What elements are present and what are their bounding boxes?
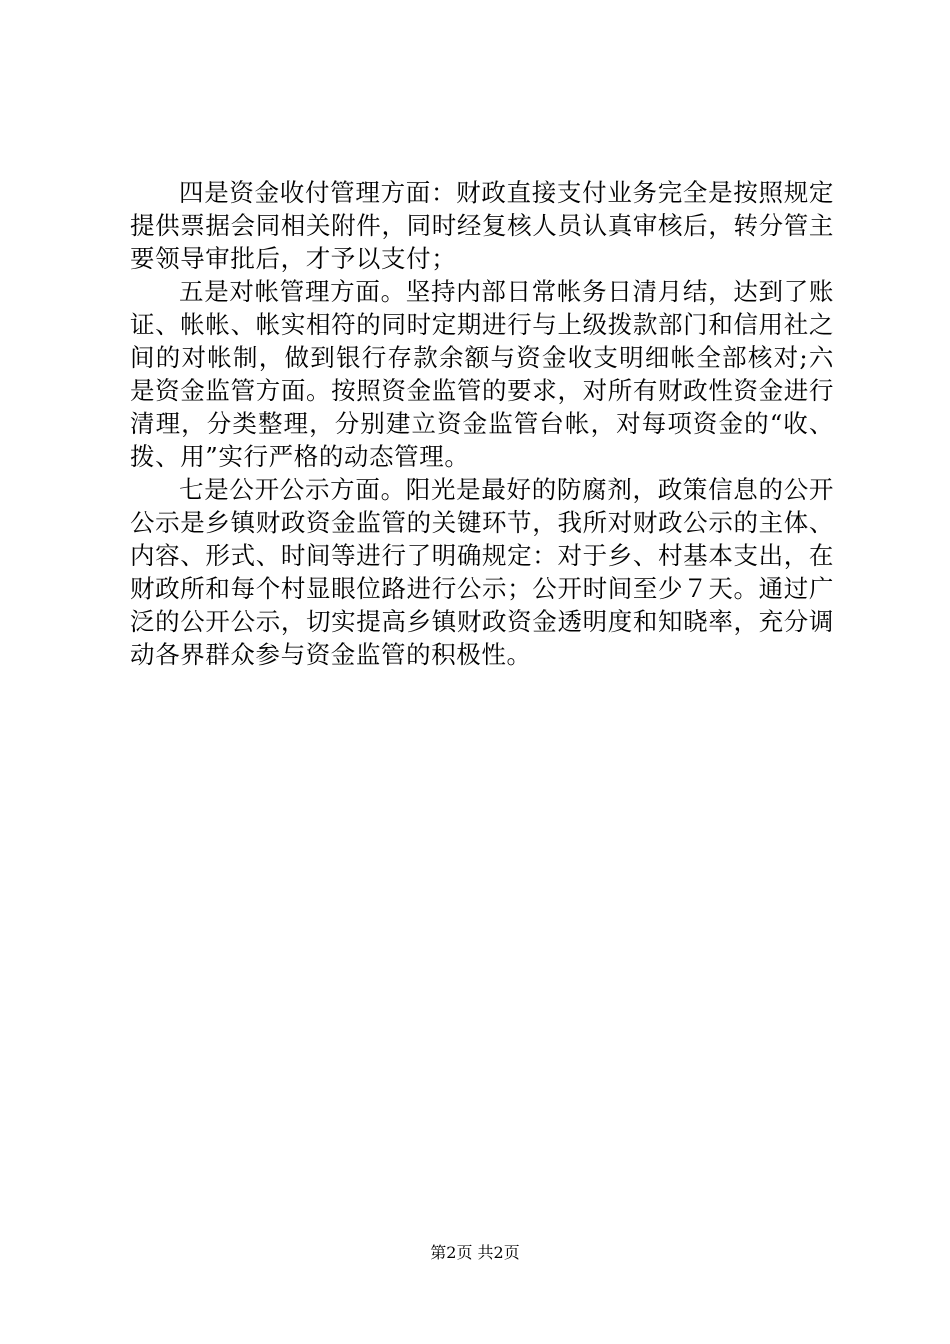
document-body bbox=[130, 176, 834, 671]
page-number-footer: 第2页 共2页 bbox=[430, 1243, 520, 1262]
paragraph-account-reconciliation: 五是对帐管理方面。坚持内部日常帐务日清月结，达到了账证、帐帐、帐实相符的同时定期进行与上级拨款部门和信用社之间的对帐制，做到银行存款余额与资金收支明细帐全部核对;六是资金监管方面。按照资金监管的要求，对所有财政性资金进行清理，分类整理，分别建立资金监管台帐，对每项资金的“收、拨、用”实行严格的动态管理。 bbox=[130, 277, 834, 471]
paragraph-public-disclosure: 七是公开公示方面。阳光是最好的防腐剂，政策信息的公开公示是乡镇财政资金监管的关键环节，我所对财政公示的主体、内容、形式、时间等进行了明确规定：对于乡、村基本支出，在财政所和每个村显眼位路进行公示；公开时间至少７天。通过广泛的公开公示，切实提高乡镇财政资金透明度和知晓率，充分调动各界群众参与资金监管的积极性。 bbox=[130, 475, 834, 669]
paragraph-fund-payment: 四是资金收付管理方面：财政直接支付业务完全是按照规定提供票据会同相关附件，同时经复核人员认真审核后，转分管主要领导审批后，才予以支付； bbox=[130, 178, 834, 273]
